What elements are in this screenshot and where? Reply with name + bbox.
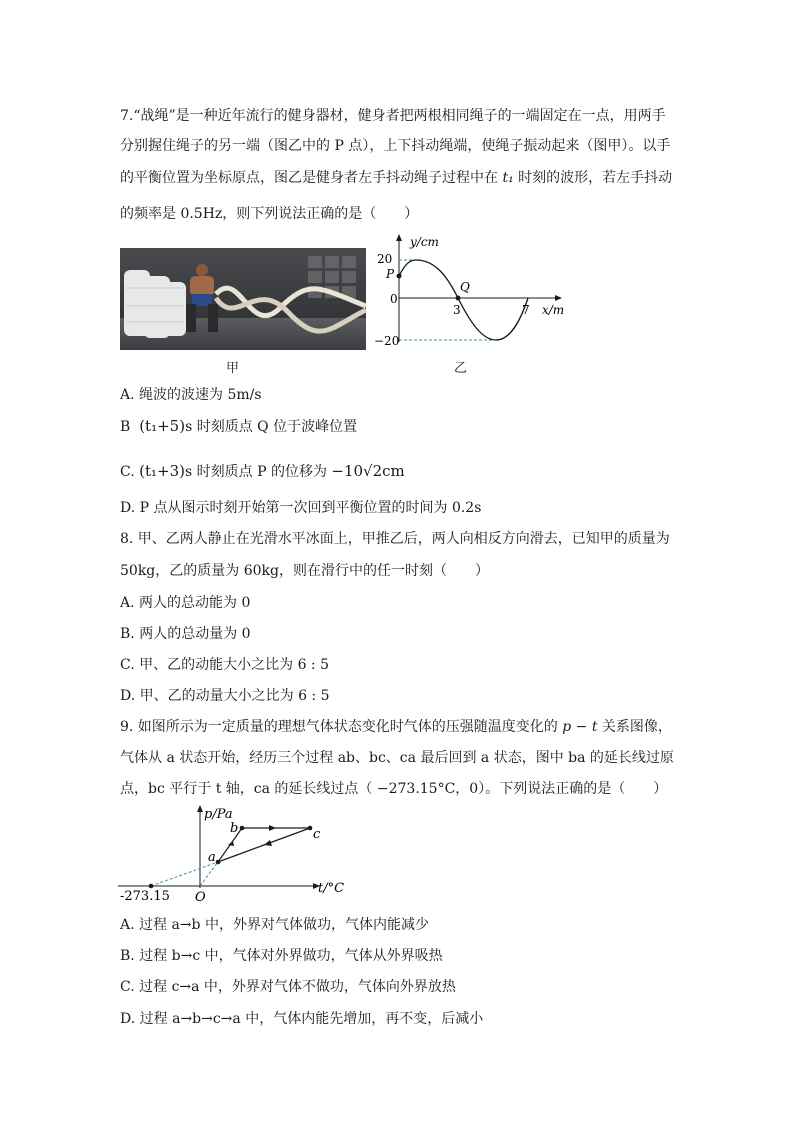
q9-option-d: D. 过程 a→b→c→a 中，气体内能先增加，再不变，后减小	[120, 1011, 484, 1027]
q7-line-4: 的频率是 0.5Hz，则下列说法正确的是（ ）	[120, 206, 419, 222]
q8-option-d: D. 甲、乙的动量大小之比为 6 : 5	[120, 688, 330, 704]
pt-x-label: t/°C	[318, 881, 345, 896]
pt-graph	[118, 800, 358, 902]
q7-option-c-text: s 时刻质点 P 的位移为	[184, 464, 332, 480]
q8-line-1: 8. 甲、乙两人静止在光滑水平冰面上，甲推乙后，两人向相反方向滑去，已知甲的质量为	[120, 531, 670, 547]
point-b	[240, 826, 245, 831]
wave-label-q: Q	[460, 280, 470, 294]
q8-option-b: B. 两人的总动量为 0	[120, 626, 251, 642]
q7-option-c-value: −10√2cm	[331, 462, 405, 480]
wave-x-arrow	[555, 295, 562, 301]
q9-line-1-text: 9. 如图所示为一定质量的理想气体状态变化时气体的压强随温度变化的	[120, 719, 563, 735]
wave-y-neg20: −20	[374, 334, 400, 348]
t1-symbol: t₁	[502, 170, 514, 186]
wave-x-3: 3	[453, 303, 461, 317]
label-b: b	[230, 821, 239, 836]
caption-yi: 乙	[454, 361, 468, 376]
q7-line-2: 分别握住绳子的另一端（图乙中的 P 点），上下抖动绳端，使绳子振动起来（图甲）。以手	[120, 138, 671, 154]
point-c	[308, 826, 313, 831]
q9-pt-symbol: p − t	[562, 719, 598, 735]
q9-option-c: C. 过程 c→a 中，外界对气体不做功，气体向外界放热	[120, 979, 456, 995]
caption-jia: 甲	[226, 361, 240, 376]
point-p	[397, 274, 402, 279]
q9-line-3: 点，bc 平行于 t 轴，ca 的延长线过点（ −273.15°C，0）。下列说法正确的是（ ）	[120, 781, 668, 797]
battle-rope-illustration	[120, 248, 366, 350]
battle-rope-photo	[120, 248, 366, 350]
wave-graph	[370, 232, 580, 352]
q7-line-3-text: 的平衡位置为坐标原点，图乙是健身者左手抖动绳子过程中在	[120, 170, 503, 186]
wave-curve	[399, 260, 528, 340]
q7-option-b	[120, 417, 357, 436]
wave-x-7: 7	[522, 303, 530, 317]
q9-line-1-tail: 关系图像，	[597, 719, 672, 735]
point-q	[456, 296, 461, 301]
q7-line-1: 7.“战绳”是一种近年流行的健身器材，健身者把两根相同绳子的一端固定在一点，用两手	[120, 108, 666, 124]
q9-line-1	[120, 718, 672, 736]
wave-label-p: P	[386, 267, 395, 281]
q8-line-2: 50kg，乙的质量为 60kg，则在滑行中的任一时刻（ ）	[120, 563, 489, 579]
q8-option-a: A. 两人的总动能为 0	[120, 595, 251, 611]
q7-option-b-text: s 时刻质点 Q 位于波峰位置	[185, 419, 358, 435]
point-neg-27315	[149, 884, 154, 889]
q7-option-b-letter: B	[120, 419, 131, 435]
label-c: c	[313, 827, 321, 842]
pt-y-label: p/Pa	[204, 807, 233, 822]
wave-y-arrow	[396, 234, 402, 241]
wave-y-label: y/cm	[410, 235, 439, 249]
ca-extension	[151, 862, 218, 886]
q7-line-3-text-b: 时刻的波形，若左手抖动	[513, 170, 673, 186]
q7-option-c-expr: (t₁+3)	[139, 462, 185, 480]
arrow-ca	[264, 840, 272, 846]
wave-y-0: 0	[390, 292, 398, 306]
q7-option-d: D. P 点从图示时刻开始第一次回到平衡位置的时间为 0.2s	[120, 500, 482, 516]
arrow-ab	[228, 841, 234, 846]
point-a	[216, 860, 221, 865]
pt-origin: O	[195, 890, 206, 902]
q7-line-3	[120, 169, 672, 187]
label-a: a	[208, 850, 216, 865]
q9-option-a: A. 过程 a→b 中，外界对气体做功，气体内能减少	[120, 917, 429, 933]
q9-line-2: 气体从 a 状态开始，经历三个过程 ab、bc、ca 最后回到 a 状态，图中 ba 的延长线过原	[120, 750, 674, 766]
wave-x-label: x/m	[542, 303, 565, 317]
q7-option-c-letter: C.	[120, 464, 140, 480]
q7-option-b-expr: (t₁+5)	[139, 417, 186, 435]
arrow-bc	[269, 825, 276, 831]
q7-option-c	[120, 462, 405, 481]
q7-option-a: A. 绳波的波速为 5m/s	[120, 387, 262, 403]
wave-y-20: 20	[377, 252, 393, 266]
q8-option-c: C. 甲、乙的动能大小之比为 6 : 5	[120, 657, 329, 673]
pt-y-arrow	[197, 805, 203, 812]
q9-option-b: B. 过程 b→c 中，气体对外界做功，气体从外界吸热	[120, 948, 443, 964]
pt-x-neg: -273.15	[120, 889, 170, 902]
